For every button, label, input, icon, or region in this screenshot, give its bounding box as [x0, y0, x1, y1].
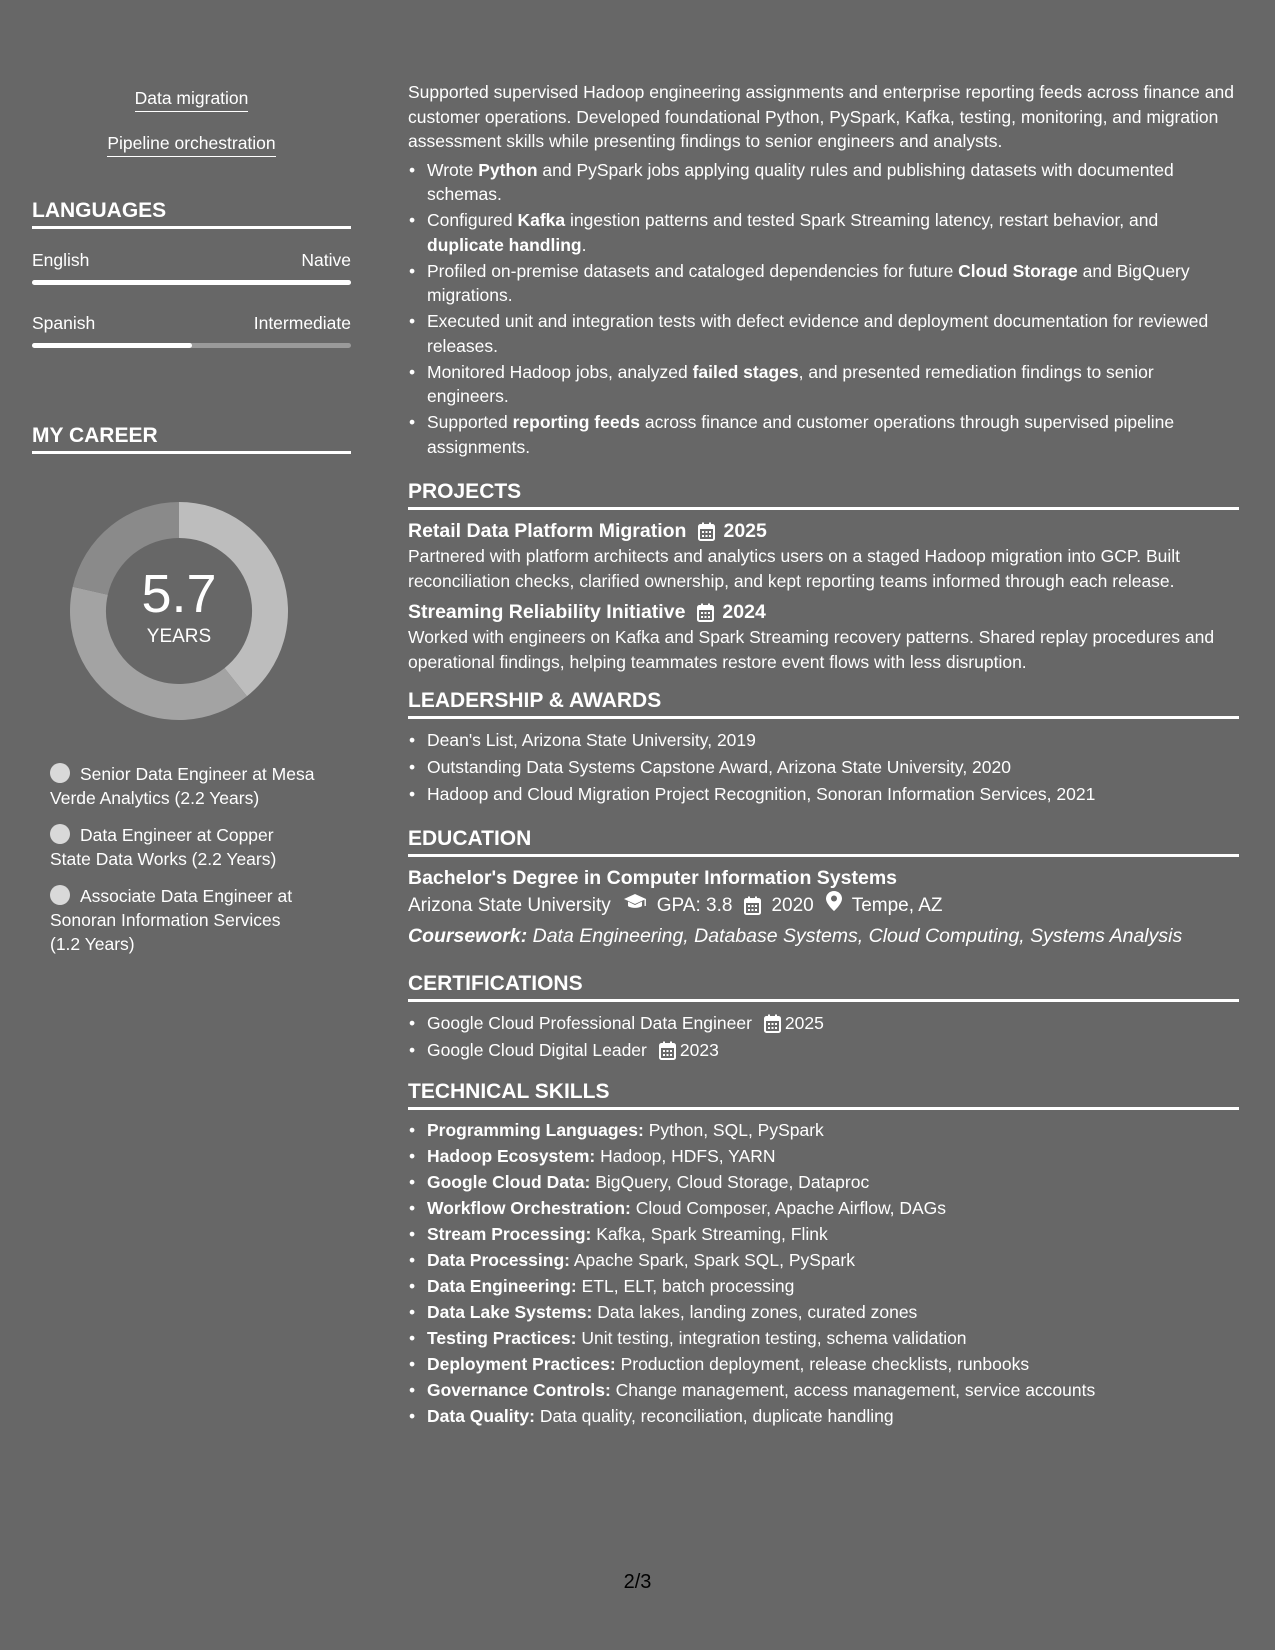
skill-item [408, 1144, 1239, 1169]
calendar-icon [752, 1013, 785, 1033]
skill-category: Deployment Practices: [427, 1354, 616, 1374]
skill-item [408, 1196, 1239, 1221]
project-description: Worked with engineers on Kafka and Spark Streaming recovery patterns. Shared replay procedures and operational findings, helping teammates restore event flows with less disruption. [408, 627, 1215, 672]
career-legend [50, 762, 315, 956]
awards-heading: LEADERSHIP & AWARDS [408, 688, 1239, 719]
legend-dot [50, 885, 70, 905]
skill-category: Governance Controls: [427, 1380, 611, 1400]
proficiency-fill [32, 280, 351, 285]
project-title: Streaming Reliability Initiative [408, 601, 686, 623]
skill-values: ETL, ELT, batch processing [581, 1276, 795, 1296]
career-legend-item [50, 823, 315, 871]
proficiency-fill [32, 343, 192, 348]
project-description: Partnered with platform architects and analytics users on a staged Hadoop migration into GCP. Built reconciliation checks, clarified ownership, and kept reporting teams informed through each release. [408, 546, 1181, 591]
link-pipeline-orchestration[interactable] [32, 131, 351, 157]
skill-category: Stream Processing: [427, 1224, 592, 1244]
skill-values: Data lakes, landing zones, curated zones [597, 1302, 918, 1322]
project-item [408, 599, 1239, 674]
skill-item [408, 1326, 1239, 1351]
skill-values: Data quality, reconciliation, duplicate handling [539, 1406, 894, 1426]
degree-title: Bachelor's Degree in Computer Information Systems [408, 866, 898, 889]
career-legend-label: Data Engineer at Copper State Data Works (2.2 Years) [50, 825, 277, 869]
calendar-icon [744, 891, 761, 921]
career-total-value: 5.7 [141, 564, 217, 624]
project-year: 2025 [723, 520, 767, 542]
skill-item [408, 1170, 1239, 1195]
education-meta [408, 891, 1239, 921]
link-label[interactable]: Data migration [135, 86, 249, 112]
skill-category: Data Lake Systems: [427, 1302, 593, 1322]
coursework [408, 921, 1239, 951]
award-item: • Outstanding Data Systems Capstone Award, Arizona State University, 2020 [408, 754, 1239, 781]
skill-item [408, 1404, 1239, 1429]
project-year: 2024 [722, 601, 766, 623]
language-item [32, 248, 351, 285]
skill-category: Programming Languages: [427, 1120, 644, 1140]
career-legend-label: Senior Data Engineer at Mesa Verde Analytics (2.2 Years) [50, 764, 315, 808]
certification-name: Google Cloud Professional Data Engineer [427, 1012, 752, 1033]
legend-dot [50, 824, 70, 844]
skill-values: Cloud Composer, Apache Airflow, DAGs [635, 1198, 947, 1218]
award-item: • Dean's List, Arizona State University, 2019 [408, 727, 1239, 754]
school-name: Arizona State University [408, 894, 611, 916]
skill-values: Kafka, Spark Streaming, Flink [596, 1224, 828, 1244]
skill-item [408, 1222, 1239, 1247]
right-column [408, 80, 1239, 1430]
language-name: Spanish [32, 313, 96, 333]
projects-list [408, 518, 1239, 674]
location-pin-icon [826, 891, 842, 921]
skill-category: Testing Practices: [427, 1328, 577, 1348]
calendar-icon [685, 599, 722, 625]
link-data-migration[interactable] [32, 86, 351, 112]
career-legend-item [50, 762, 315, 810]
skill-values: Apache Spark, Spark SQL, PySpark [573, 1250, 855, 1270]
skill-category: Data Engineering: [427, 1276, 577, 1296]
left-column [32, 86, 351, 969]
skill-category: Data Quality: [427, 1406, 535, 1426]
certifications-heading: CERTIFICATIONS [408, 971, 1239, 1002]
certification-year: 2025 [784, 1012, 824, 1033]
awards-list [408, 727, 1239, 808]
experience-bullet: • Profiled on-premise datasets and cataloged dependencies for future Cloud Storage and BigQuery migrations. [408, 259, 1239, 308]
languages-heading: LANGUAGES [32, 198, 351, 229]
skill-values: Hadoop, HDFS, YARN [600, 1146, 776, 1166]
skill-item [408, 1118, 1239, 1143]
language-name: English [32, 250, 90, 270]
location: Tempe, AZ [851, 894, 943, 916]
link-label[interactable]: Pipeline orchestration [107, 131, 275, 157]
experience-summary: Supported supervised Hadoop engineering assignments and enterprise reporting feeds across finance and customer operations. Developed foundational Python, PySpark, Kafka, testing, monitoring, and migration assessment skills while presenting findings to senior engineers and analysts. [408, 82, 1234, 151]
skill-category: Hadoop Ecosystem: [427, 1146, 596, 1166]
career-donut-chart [64, 496, 294, 726]
certification-name: Google Cloud Digital Leader [427, 1039, 647, 1060]
language-proficiency-bar [32, 280, 351, 285]
skill-item [408, 1248, 1239, 1273]
skill-values: Change management, access management, service accounts [615, 1380, 1096, 1400]
skill-category: Google Cloud Data: [427, 1172, 591, 1192]
skill-item [408, 1274, 1239, 1299]
skill-values: BigQuery, Cloud Storage, Dataproc [595, 1172, 870, 1192]
career-legend-item [50, 884, 315, 956]
skills-heading: TECHNICAL SKILLS [408, 1079, 1239, 1110]
calendar-icon [686, 518, 723, 544]
education-heading: EDUCATION [408, 826, 1239, 857]
skill-category: Data Processing: [427, 1250, 570, 1270]
award-item: • Hadoop and Cloud Migration Project Recognition, Sonoran Information Services, 2021 [408, 781, 1239, 808]
graduation-cap-icon [623, 891, 647, 921]
projects-heading: PROJECTS [408, 479, 1239, 510]
certification-item [408, 1037, 1239, 1064]
certifications-list [408, 1010, 1239, 1064]
skill-item [408, 1300, 1239, 1325]
page-number: 2/3 [623, 1571, 652, 1593]
language-item [32, 311, 351, 348]
language-level: Intermediate [253, 313, 351, 333]
experience-bullet: • Executed unit and integration tests with defect evidence and deployment documentation for reviewed releases. [408, 309, 1239, 358]
certification-item [408, 1010, 1239, 1037]
language-proficiency-bar [32, 343, 351, 348]
language-level: Native [301, 250, 351, 270]
skill-item [408, 1378, 1239, 1403]
experience-bullet: • Wrote Python and PySpark jobs applying quality rules and publishing datasets with documented schemas. [408, 158, 1239, 207]
calendar-icon [647, 1040, 680, 1060]
project-item [408, 518, 1239, 593]
skill-values: Unit testing, integration testing, schema validation [581, 1328, 967, 1348]
experience-bullet: • Monitored Hadoop jobs, analyzed failed stages, and presented remediation findings to senior engineers. [408, 360, 1239, 409]
career-legend-label: Associate Data Engineer at Sonoran Information Services (1.2 Years) [50, 886, 293, 954]
certification-year: 2023 [679, 1039, 719, 1060]
skill-values: Python, SQL, PySpark [648, 1120, 824, 1140]
experience-bullet: • Configured Kafka ingestion patterns and tested Spark Streaming latency, restart behavior, and duplicate handling. [408, 208, 1239, 257]
skills-list [408, 1118, 1239, 1429]
skill-category: Workflow Orchestration: [427, 1198, 631, 1218]
experience-bullet: • Supported reporting feeds across finance and customer operations through supervised pipeline assignments. [408, 410, 1239, 459]
skill-values: Production deployment, release checklists, runbooks [620, 1354, 1030, 1374]
graduation-year: 2020 [771, 894, 814, 916]
legend-dot [50, 763, 70, 783]
experience-bullets [408, 158, 1239, 460]
coursework-label: Coursework: [408, 924, 528, 947]
career-heading: MY CAREER [32, 423, 351, 454]
career-total-unit: YEARS [146, 626, 212, 647]
coursework-list: Data Engineering, Database Systems, Cloud Computing, Systems Analysis [532, 924, 1183, 947]
gpa: GPA: 3.8 [656, 894, 733, 916]
project-title: Retail Data Platform Migration [408, 520, 687, 542]
skill-item [408, 1352, 1239, 1377]
